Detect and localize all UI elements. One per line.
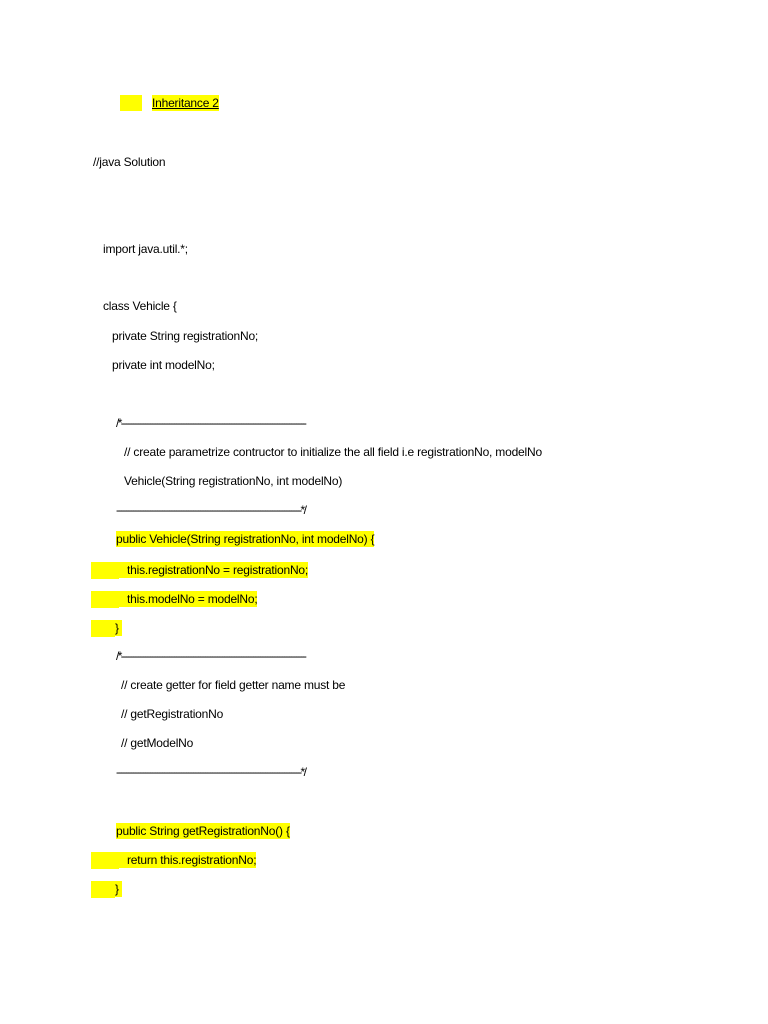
code-line-block-comment-end: -----------------------------------------------------------------------------*/	[116, 765, 306, 779]
highlight-indent	[91, 852, 119, 869]
code-line-field-model: private int modelNo;	[112, 358, 215, 372]
code-line-comment-getter-model: // getModelNo	[121, 736, 194, 750]
code-line-field-registration: private String registrationNo;	[112, 329, 259, 343]
code-line-close-brace: }	[115, 620, 122, 636]
code-line-block-comment-start: /*-----------------------------------------------------------------------------	[116, 649, 306, 663]
code-line-getter: public String getRegistrationNo() {	[116, 824, 290, 838]
code-line-assign-model: this.modelNo = modelNo;	[119, 591, 257, 607]
code-line-comment-signature: Vehicle(String registrationNo, int modelNo)	[124, 474, 343, 488]
code-line-import: import java.util.*;	[103, 242, 188, 256]
highlight-marker	[120, 95, 142, 111]
highlight-indent	[91, 620, 115, 637]
highlight-indent	[91, 562, 119, 579]
code-line-assign-registration: this.registrationNo = registrationNo;	[119, 562, 308, 578]
code-line-return: return this.registrationNo;	[119, 852, 256, 868]
document-title[interactable]: Inheritance 2	[152, 96, 219, 110]
code-line-block-comment-start: /*-----------------------------------------------------------------------------	[116, 416, 306, 430]
highlight-indent	[91, 591, 119, 608]
code-line-class: class Vehicle {	[103, 299, 177, 313]
code-line-comment-getter: // create getter for field getter name must be	[121, 678, 346, 692]
code-line-constructor: public Vehicle(String registrationNo, int modelNo) {	[116, 532, 375, 546]
code-line-block-comment-end: -----------------------------------------------------------------------------*/	[116, 503, 306, 517]
code-line-comment-constructor: // create parametrize contructor to initialize the all field i.e registrationNo, modelNo	[124, 445, 542, 459]
code-line-comment: //java Solution	[93, 155, 166, 169]
code-line-comment-getter-registration: // getRegistrationNo	[121, 707, 224, 721]
highlight-indent	[91, 881, 115, 898]
code-line-close-brace: }	[115, 881, 122, 897]
